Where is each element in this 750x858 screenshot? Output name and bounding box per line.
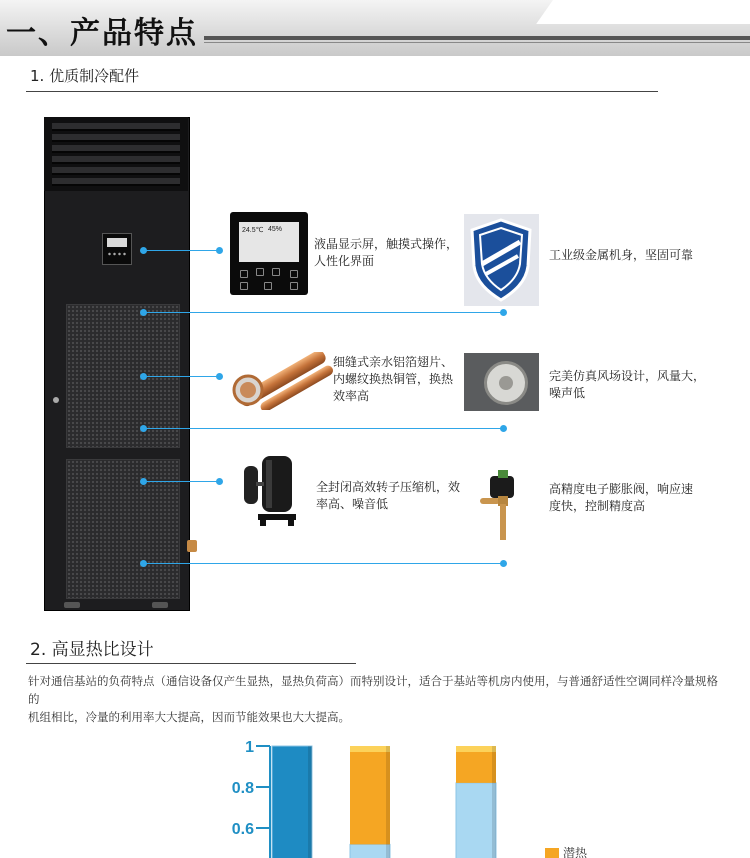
cabinet-display-screen <box>107 238 127 247</box>
caption-line: 效率高 <box>333 389 370 403</box>
paragraph-line: 针对通信基站的负荷特点（通信设备仅产生显热，显热负荷高）而特别设计，适合于基站等机房内使用，与普通舒适性空调同样冷量规格的 <box>28 674 718 706</box>
caption-line: 全封闭高效转子压缩机，效 <box>316 480 461 494</box>
paragraph-line: 机组相比，冷量的利用率大大提高，因而节能效果也大大提高。 <box>28 710 350 724</box>
expansion-valve-image <box>480 470 530 542</box>
lcd-controller-image <box>230 212 308 295</box>
pipe-connector <box>187 540 197 552</box>
lcd-humidity-readout: 45% <box>268 226 283 233</box>
caption-line: 液晶显示屏，触摸式操作， <box>314 237 459 251</box>
louver-slat <box>52 167 180 175</box>
shield-icon <box>464 214 539 306</box>
lcd-temperature-readout: 24.5℃ <box>242 227 264 234</box>
lower-grille <box>66 459 180 599</box>
cabinet-foot <box>64 602 80 608</box>
leader-dot <box>140 560 147 567</box>
section-title-sensible-heat: 2. 高显热比设计 <box>30 640 154 660</box>
compressor-icon <box>238 452 298 532</box>
cabinet-display-panel <box>102 233 132 265</box>
valve-icon <box>480 470 530 542</box>
louver-slat <box>52 178 180 186</box>
copper-tube-icon <box>230 352 334 410</box>
leader-dot <box>216 478 223 485</box>
leader-dot <box>140 309 147 316</box>
lcd-button-icon <box>290 270 298 278</box>
caption-compressor <box>316 479 460 513</box>
chart-svg <box>200 728 600 858</box>
cabinet-display-buttons <box>107 251 127 257</box>
bar-latent-cap <box>350 746 390 752</box>
lcd-button-icon <box>240 282 248 290</box>
caption-line: 噪声低 <box>549 386 586 400</box>
louver-slat <box>52 145 180 153</box>
caption-lcd <box>314 236 458 270</box>
cabinet-top-louvers <box>44 117 188 191</box>
bar-shade <box>492 746 496 858</box>
bar-latent-cap <box>456 746 496 752</box>
y-tick-label: 0.6 <box>231 821 254 838</box>
leader-dot <box>216 373 223 380</box>
louver-slat <box>52 156 180 164</box>
section-title-cooling-parts: 1. 优质制冷配件 <box>30 67 140 85</box>
leader-line-metal <box>143 312 503 313</box>
copper-tube-image <box>230 352 334 410</box>
page-title: 一、产品特点 <box>6 16 198 51</box>
section-description <box>28 672 728 726</box>
bar-sensible <box>272 746 312 858</box>
leader-dot <box>140 247 147 254</box>
sensible-heat-ratio-chart <box>200 728 600 858</box>
leader-line-fan <box>143 428 503 429</box>
caption-line: 率高、噪音低 <box>316 497 389 511</box>
door-lock-icon <box>53 397 59 403</box>
leader-dot <box>140 373 147 380</box>
bar-sensible <box>350 844 390 858</box>
caption-valve <box>549 481 693 515</box>
caption-metal: 工业级金属机身，坚固可靠 <box>549 248 694 262</box>
leader-dot <box>140 478 147 485</box>
bar-latent <box>350 746 390 844</box>
louver-slat <box>52 123 180 131</box>
section-divider <box>26 91 658 92</box>
cabinet-foot <box>152 602 168 608</box>
compressor-image <box>238 452 298 532</box>
leader-line-valve <box>143 563 503 564</box>
leader-line-lcd <box>143 250 219 251</box>
lcd-button-icon <box>240 270 248 278</box>
caption-line: 完美仿真风场设计，风量大， <box>549 369 706 383</box>
header-rule-thick <box>204 36 750 40</box>
caption-line: 细缝式亲水铝箔翅片、 <box>333 355 454 369</box>
header-slant-decoration <box>536 0 750 24</box>
lcd-button-icon <box>272 268 280 276</box>
header-band <box>0 0 750 56</box>
leader-dot <box>140 425 147 432</box>
caption-line: 内螺纹换热铜管，换热 <box>333 372 454 386</box>
caption-line: 度快，控制精度高 <box>549 499 646 513</box>
leader-dot <box>216 247 223 254</box>
legend-swatch-latent <box>545 848 559 858</box>
bar-shade <box>386 746 390 858</box>
leader-line-compressor <box>143 481 219 482</box>
legend-label-latent: 潜热 <box>563 846 588 858</box>
section-divider <box>26 663 356 664</box>
leader-dot <box>500 560 507 567</box>
caption-line: 人性化界面 <box>314 254 375 268</box>
lcd-button-icon <box>264 282 272 290</box>
leader-dot <box>500 309 507 316</box>
caption-line: 高精度电子膨胀阀，响应速 <box>549 482 694 496</box>
lcd-button-icon <box>256 268 264 276</box>
bar-sensible <box>456 783 496 858</box>
fan-hub <box>499 376 513 390</box>
bar-shade <box>308 746 312 858</box>
y-tick-label: 1 <box>245 739 254 756</box>
fan-image <box>464 353 539 411</box>
fan-icon <box>484 361 528 405</box>
louver-slat <box>52 134 180 142</box>
caption-coil <box>333 354 453 405</box>
caption-fan <box>549 368 705 402</box>
leader-line-coil <box>143 376 219 377</box>
leader-dot <box>500 425 507 432</box>
lcd-button-icon <box>290 282 298 290</box>
header-rule-thin <box>204 42 750 43</box>
metal-body-shield-image <box>464 214 539 306</box>
y-tick-label: 0.8 <box>231 780 254 797</box>
